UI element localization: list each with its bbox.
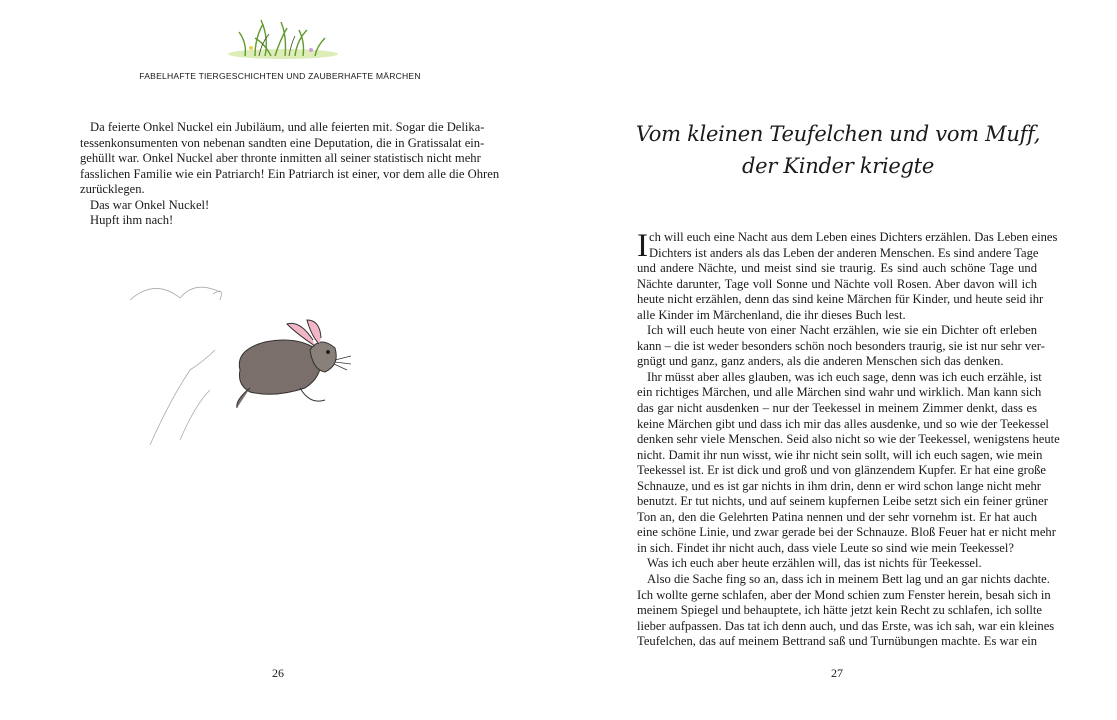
text-line: Ich wollte gerne schlafen, aber der Mond schien zum Fenster herein, besah sich in xyxy=(637,587,1051,602)
text-line: fasslichen Familie wie ein Patriarch! Ein Patriarch ist einer, vor dem alle die Ohren xyxy=(80,166,500,181)
text-line: tessenkonsumenten von nebenan sandten eine Deputation, die in Gratissalat ein- xyxy=(80,135,485,150)
text-line: Also die Sache fing so an, dass ich in meinem Bett lag und an gar nichts dachte. xyxy=(647,572,1050,587)
text-line: zurücklegen. xyxy=(80,182,145,197)
body-text xyxy=(637,228,1060,650)
text-line: in sich. Findet ihr nicht auch, dass viele Leute so sind wie mein Teekessel? xyxy=(637,540,1014,555)
chapter-title-line-1: Vom kleinen Teufelchen und vom Muff, xyxy=(635,122,1041,146)
text-line: Schnauze, und es ist gar nichts in ihm drin, denn er wird schon lange nicht mehr xyxy=(637,478,1041,493)
chapter-title xyxy=(618,118,1058,182)
text-line: Hupft ihm nach! xyxy=(90,213,174,228)
text-line: lieber aufpassen. Das tat ich denn auch, und das Erste, was ich sah, war ein kleines xyxy=(637,618,1055,633)
text-line: benutzt. Er tut nichts, und auf seinem kupfernen Leibe setzt sich ein feiner grüner xyxy=(637,494,1048,509)
left-page xyxy=(0,0,558,720)
text-line: denken sehr viele Menschen. Seid also nicht so wie der Teekessel, wenigstens heute xyxy=(637,432,1060,447)
text-line: Da feierte Onkel Nuckel ein Jubiläum, und alle feierten mit. Sogar die Delika- xyxy=(90,120,485,134)
text-line: Nächte darunter, Tage voll Sonne und Nächte voll Rosen. Aber davon will ich xyxy=(637,276,1037,291)
text-line: Ihr müsst aber alles glauben, was ich euch sage, denn was ich euch erzähle, ist xyxy=(647,369,1042,384)
grass-illustration xyxy=(225,18,340,60)
running-head: FABELHAFTE TIERGESCHICHTEN UND ZAUBERHAFTE MÄRCHEN xyxy=(139,71,421,81)
text-line: heute nicht erzählen, denn das sind keine Märchen für Kinder, und heute seid ihr xyxy=(637,292,1044,307)
text-line: gnügt und ganz, ganz anders, als die anderen Menschen sich das denken. xyxy=(637,354,1004,369)
text-line: Teufelchen, das auf meinem Bettrand saß und Turnübungen machte. Es war ein xyxy=(637,634,1037,649)
chapter-title-line-2: der Kinder kriegte xyxy=(742,154,934,178)
rabbit-illustration xyxy=(125,280,365,455)
text-line: meinem Spiegel und behauptete, ich hätte jetzt kein Recht zu schlafen, ich sollte xyxy=(637,603,1042,618)
drop-cap: I xyxy=(637,228,648,264)
text-line: nicht. Damit ihr nun wisst, wie ihr nicht sein sollt, will ich euch sagen, wie mein xyxy=(637,447,1043,462)
text-line: Dichters ist anders als das Leben der anderen Menschen. Es sind andere Tage xyxy=(649,245,1039,260)
text-line: keine Märchen gibt und dass ich mir das alles ausdenke, und so wie der Teekessel xyxy=(637,416,1049,431)
text-line: alle Kinder im Märchenland, die ihr dieses Buch lest. xyxy=(637,307,906,322)
page-number: 27 xyxy=(831,666,843,680)
text-line: das gar nicht ausdenken – nur der Teekessel in meinem Zimmer denkt, dass es xyxy=(637,401,1037,416)
text-line: Ton an, den die Gelehrten Patina nennen und der sehr vornehm ist. Er hat auch xyxy=(637,509,1037,524)
text-line: ch will euch eine Nacht aus dem Leben eines Dichters erzählen. Das Leben eines xyxy=(649,230,1058,244)
right-page xyxy=(558,0,1117,720)
text-line: kann – die ist weder besonders schön noch besonders traurig, sie ist nur sehr ver- xyxy=(637,338,1045,353)
page-number: 26 xyxy=(272,666,284,680)
text-line: Was ich euch aber heute erzählen will, das ist nichts für Teekessel. xyxy=(647,556,982,571)
text-line: Das war Onkel Nuckel! xyxy=(90,197,210,212)
text-line: gehüllt war. Onkel Nuckel aber thronte inmitten all seiner statistisch nicht mehr xyxy=(80,151,481,166)
text-line: und andere Nächte, und meist sind sie traurig. Es sind auch schöne Tage und xyxy=(637,261,1037,276)
text-line: ein richtiges Märchen, und alle Märchen sind wahr und wirklich. Man kann sich xyxy=(637,385,1042,400)
text-line: eine schöne Linie, und zwar gerade bei der Schnauze. Bloß Feuer hat er nicht mehr xyxy=(637,525,1056,540)
text-line: Ich will euch heute von einer Nacht erzählen, wie sie ein Dichter oft erleben xyxy=(647,323,1037,338)
body-text xyxy=(80,120,500,229)
text-line: Teekessel ist. Er ist dick und groß und von glänzendem Kupfer. Er hat eine große xyxy=(637,463,1047,478)
